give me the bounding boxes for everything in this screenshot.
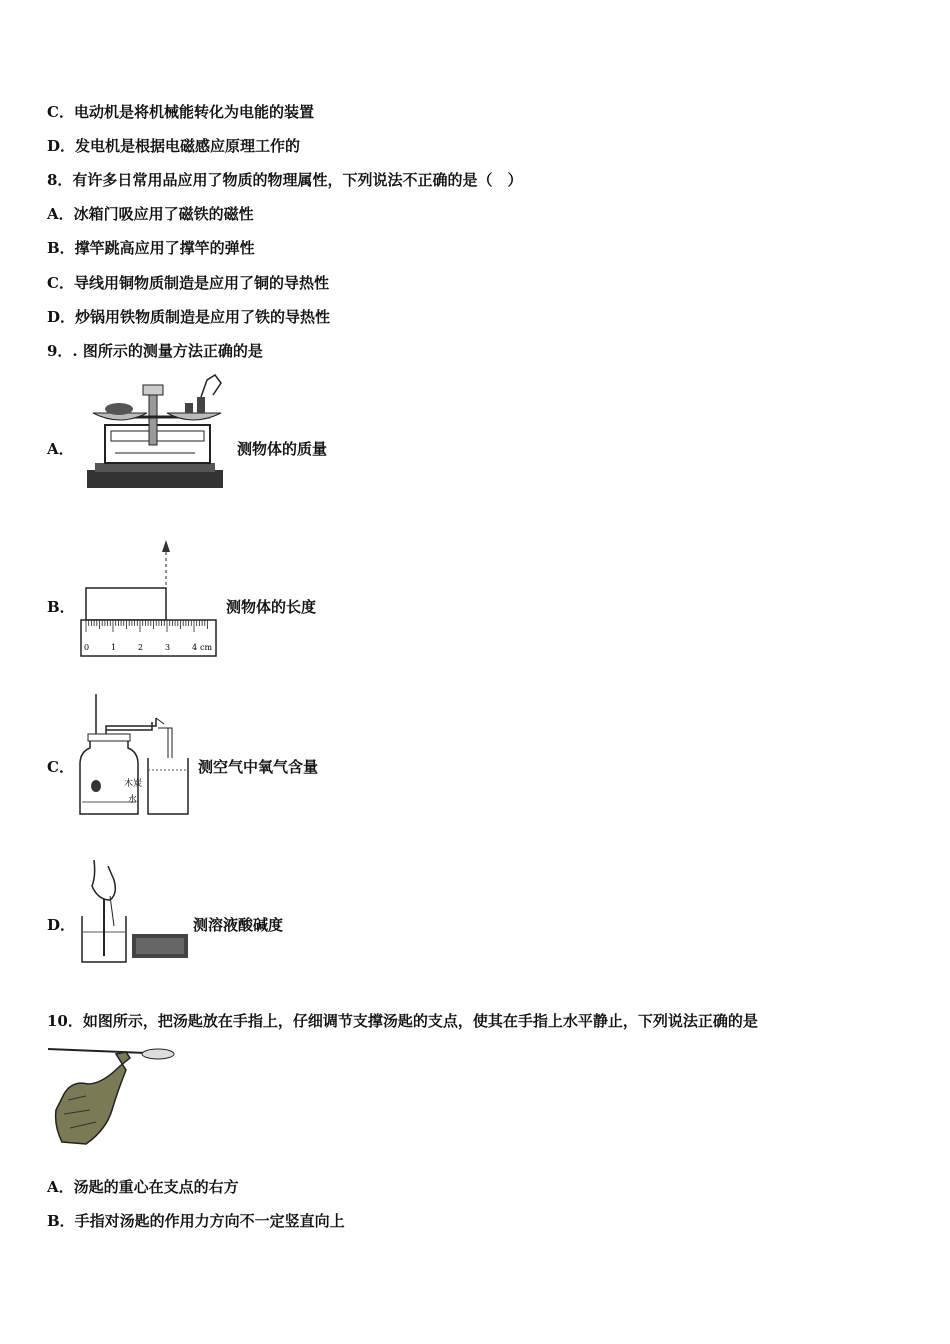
charcoal-label: 木炭 [124, 779, 143, 789]
ruler-figure [80, 538, 220, 660]
option-c-q8: C．导线用铜物质制造是应用了铜的导热性 [47, 274, 329, 292]
option-d-q8: D．炒锅用铁物质制造是应用了铁的导热性 [47, 308, 331, 326]
water-label: 水 [128, 795, 138, 805]
ruler-unit-label: cm [200, 643, 213, 652]
option-d-q7: D．发电机是根据电磁感应原理工作的 [47, 137, 301, 155]
question-10: 10．如图所示，把汤匙放在手指上，仔细调节支撑汤匙的支点，使其在手指上水平静止，下列说法正确的是 [47, 1012, 758, 1030]
oxygen-apparatus-figure [76, 694, 196, 818]
q9-option-d-caption: 测溶液酸碱度 [193, 916, 284, 934]
q9-option-a-caption: 测物体的质量 [237, 440, 328, 458]
ph-test-figure [78, 856, 193, 968]
option-b-q10: B．手指对汤匙的作用力方向不一定竖直向上 [47, 1212, 345, 1230]
ruler-tick-label-1: 1 [111, 643, 117, 652]
q9-option-a-label: A． [47, 440, 74, 458]
option-a-q8: A．冰箱门吸应用了磁铁的磁性 [47, 205, 254, 223]
ruler-tick-label-2: 2 [138, 643, 144, 652]
balance-scale-figure [85, 375, 230, 490]
option-a-q10: A．汤匙的重心在支点的右方 [47, 1178, 239, 1196]
q9-option-d-label: D． [47, 916, 76, 934]
q9-option-b-label: B． [47, 598, 75, 616]
ruler-tick-label-0: 0 [84, 643, 90, 652]
ruler-tick-label-4: 4 [192, 643, 198, 652]
question-9: 9．. 图所示的测量方法正确的是 [47, 342, 263, 360]
question-8: 8．有许多日常用品应用了物质的物理属性，下列说法不正确的是（ ） [47, 171, 523, 189]
option-c-q7: C．电动机是将机械能转化为电能的装置 [47, 103, 314, 121]
option-b-q8: B．撑竿跳高应用了撑竿的弹性 [47, 239, 255, 257]
ruler-tick-label-3: 3 [165, 643, 171, 652]
q9-option-c-label: C． [47, 758, 74, 776]
q9-option-b-caption: 测物体的长度 [226, 598, 317, 616]
q9-option-c-caption: 测空气中氧气含量 [198, 758, 319, 776]
spoon-on-finger-figure [46, 1040, 178, 1148]
